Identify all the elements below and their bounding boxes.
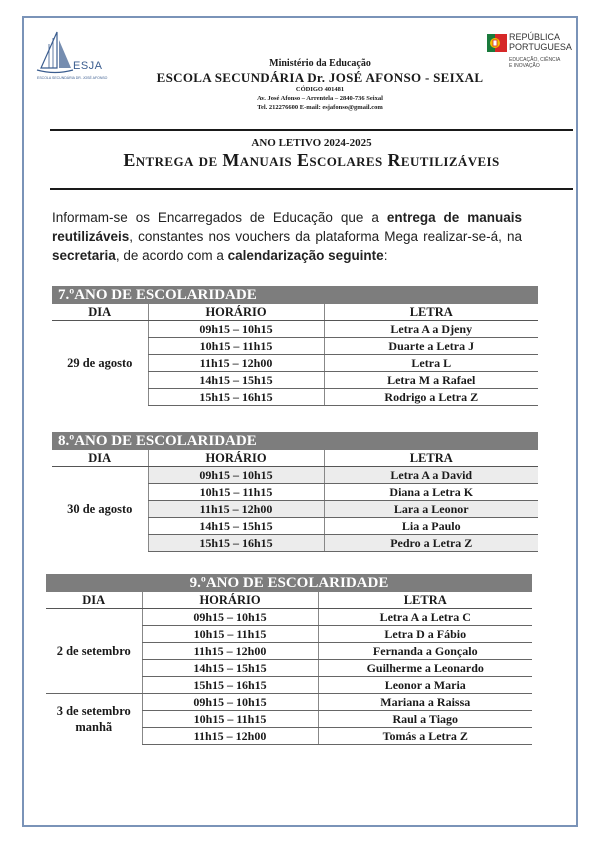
time-cell: 14h15 – 15h15 xyxy=(148,518,324,535)
ministry-name: Ministério da Educação xyxy=(269,58,371,69)
time-cell: 09h15 – 10h15 xyxy=(142,694,318,711)
time-cell: 09h15 – 10h15 xyxy=(142,609,318,626)
school-code: CÓDIGO 401481 xyxy=(295,86,345,93)
letterhead xyxy=(120,58,520,112)
letter-range-cell: Letra D a Fábio xyxy=(318,626,532,643)
column-header-letra: LETRA xyxy=(324,450,538,467)
table-title: 9.ºANO DE ESCOLARIDADE xyxy=(46,574,532,592)
day-cell: 3 de setembro manhã xyxy=(56,704,131,735)
letter-range-cell: Raul a Tiago xyxy=(318,711,532,728)
column-header-horario: HORÁRIO xyxy=(148,304,324,321)
esja-logo-text: ESJA xyxy=(73,60,103,72)
school-contact: Tel. 212276600 E-mail: esjafonso@gmail.com xyxy=(257,104,383,111)
letter-range-cell: Guilherme a Leonardo xyxy=(318,660,532,677)
time-cell: 11h15 – 12h00 xyxy=(148,355,324,372)
table-title: 8.ºANO DE ESCOLARIDADE xyxy=(52,432,538,450)
time-cell: 11h15 – 12h00 xyxy=(142,728,318,745)
table-header-row xyxy=(52,304,538,321)
divider xyxy=(50,188,573,190)
letter-range-cell: Letra A a Letra C xyxy=(318,609,532,626)
time-cell: 11h15 – 12h00 xyxy=(148,501,324,518)
time-cell: 15h15 – 16h15 xyxy=(148,535,324,552)
time-cell: 09h15 – 10h15 xyxy=(148,467,324,484)
table-row xyxy=(46,694,532,711)
letter-range-cell: Tomás a Letra Z xyxy=(318,728,532,745)
letter-range-cell: Diana a Letra K xyxy=(324,484,538,501)
time-cell: 14h15 – 15h15 xyxy=(142,660,318,677)
day-cell: 30 de agosto xyxy=(52,467,148,552)
letter-range-cell: Letra M a Rafael xyxy=(324,372,538,389)
column-header-letra: LETRA xyxy=(324,304,538,321)
table-row xyxy=(46,609,532,626)
republic-name: REPÚBLICA PORTUGUESA xyxy=(509,32,572,52)
letter-range-cell: Fernanda a Gonçalo xyxy=(318,643,532,660)
column-header-dia: DIA xyxy=(52,450,148,467)
column-header-letra: LETRA xyxy=(318,592,532,609)
letter-range-cell: Lia a Paulo xyxy=(324,518,538,535)
time-cell: 14h15 – 15h15 xyxy=(148,372,324,389)
letter-range-cell: Rodrigo a Letra Z xyxy=(324,389,538,406)
intro-paragraph: Informam-se os Encarregados de Educação que a entrega de manuais reutilizáveis, constantes nos vouchers da plataforma Mega realizar-se-á, na secretaria, de acordo com a calendarização seguinte: xyxy=(52,210,522,263)
letter-range-cell: Leonor a Maria xyxy=(318,677,532,694)
day-cell: 29 de agosto xyxy=(67,356,133,371)
school-year: ANO LETIVO 2024-2025 xyxy=(251,137,372,149)
letter-range-cell: Pedro a Letra Z xyxy=(324,535,538,552)
table-title: 7.ºANO DE ESCOLARIDADE xyxy=(52,286,538,304)
column-header-dia: DIA xyxy=(46,592,142,609)
letter-range-cell: Letra A a David xyxy=(324,467,538,484)
time-cell: 15h15 – 16h15 xyxy=(148,389,324,406)
time-cell: 10h15 – 11h15 xyxy=(148,484,324,501)
time-cell: 10h15 – 11h15 xyxy=(148,338,324,355)
page-title: Entrega de Manuais Escolares Reutilizáveis xyxy=(123,150,500,170)
schedule-table-9 xyxy=(46,574,532,745)
column-header-horario: HORÁRIO xyxy=(148,450,324,467)
sailboat-icon xyxy=(35,30,75,76)
coat-of-arms-icon xyxy=(487,32,507,54)
letter-range-cell: Letra L xyxy=(324,355,538,372)
school-address: Av. José Afonso – Arrentela – 2840-736 Seixal xyxy=(257,95,383,102)
letter-range-cell: Lara a Leonor xyxy=(324,501,538,518)
school-logo xyxy=(35,30,115,80)
letter-range-cell: Letra A a Djeny xyxy=(324,321,538,338)
table-row xyxy=(52,321,538,338)
table-header-row xyxy=(52,450,538,467)
school-name: ESCOLA SECUNDÁRIA Dr. JOSÉ AFONSO - SEIXAL xyxy=(156,70,484,85)
table-row xyxy=(52,467,538,484)
column-header-horario: HORÁRIO xyxy=(142,592,318,609)
letter-range-cell: Mariana a Raissa xyxy=(318,694,532,711)
schedule-table-8 xyxy=(52,432,538,552)
time-cell: 11h15 – 12h00 xyxy=(142,643,318,660)
divider xyxy=(50,129,573,131)
column-header-dia: DIA xyxy=(52,304,148,321)
esja-logo-subtext: ESCOLA SECUNDÁRIA DR. JOSÉ AFONSO xyxy=(37,76,108,80)
republic-ministry-sub: EDUCAÇÃO, CIÊNCIA E INOVAÇÃO xyxy=(509,57,561,69)
time-cell: 15h15 – 16h15 xyxy=(142,677,318,694)
schedule-table-7 xyxy=(52,286,538,406)
time-cell: 10h15 – 11h15 xyxy=(142,626,318,643)
time-cell: 09h15 – 10h15 xyxy=(148,321,324,338)
day-cell: 2 de setembro xyxy=(46,609,142,694)
letter-range-cell: Duarte a Letra J xyxy=(324,338,538,355)
table-header-row xyxy=(46,592,532,609)
time-cell: 10h15 – 11h15 xyxy=(142,711,318,728)
